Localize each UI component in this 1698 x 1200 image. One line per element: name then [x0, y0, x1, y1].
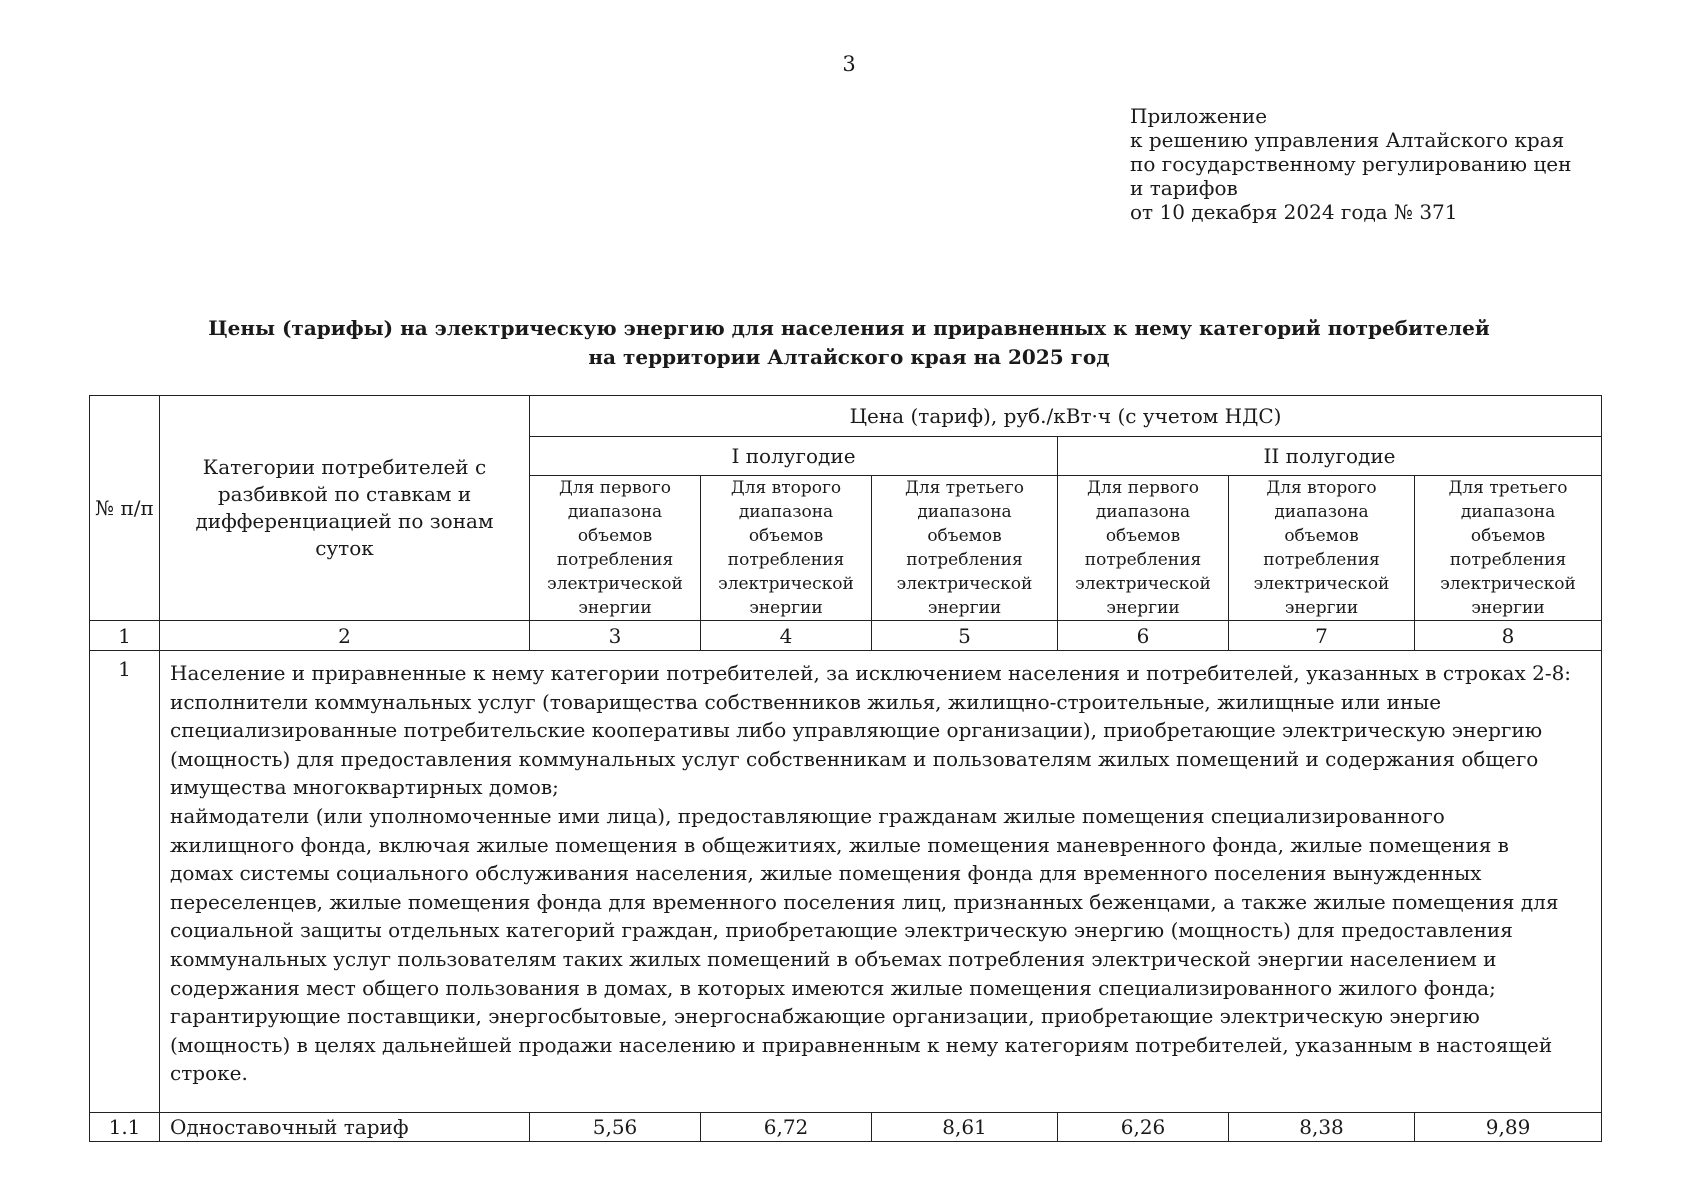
- tariff-value: 8,38: [1229, 1112, 1415, 1141]
- header-range-cell: Для второго диапазона объемов потребления электрической энергии: [701, 476, 872, 621]
- appendix-line: от 10 декабря 2024 года № 371: [1130, 200, 1458, 224]
- description-line: Население и приравненные к нему категории потребителей, за исключением населения и потребителей, указанных в строках 2-8:: [170, 661, 1572, 685]
- appendix-line: и тарифов: [1130, 176, 1238, 200]
- appendix-line: по государственному регулированию цен: [1130, 152, 1572, 176]
- description-line: переселенцев, жилые помещения фонда для временного поселения лиц, признанных беженцами, а также жилые помещения для: [170, 889, 1559, 914]
- document-title: [0, 314, 1698, 372]
- column-number: 2: [160, 621, 530, 651]
- description-line: жилищного фонда, включая жилые помещения в общежитиях, жилые помещения маневренного фонда, жилые помещения в: [170, 832, 1509, 857]
- description-line: специализированные потребительские кооперативы либо управляющие организации), приобретающие электрическую энергию: [170, 718, 1543, 743]
- header-half-1: I полугодие: [530, 437, 1058, 476]
- header-category: Категории потребителей с разбивкой по ставкам и дифференциацией по зонам суток: [160, 396, 530, 621]
- column-number: 8: [1415, 621, 1602, 651]
- row-label: Одноставочный тариф: [160, 1112, 530, 1141]
- tariff-table: [89, 395, 1602, 1142]
- row-description: [160, 651, 1602, 1113]
- description-line: содержания мест общего пользования в домах, в которых имеются жилые помещения специализированного жилого фонда;: [170, 975, 1496, 1000]
- description-line: (мощность) для предоставления коммунальных услуг собственникам и пользователям жилых помещений и содержания общего имущества многоквартирных домов;: [170, 746, 1539, 800]
- column-number-row: [90, 621, 1602, 651]
- description-line: социальной защиты отдельных категорий граждан, приобретающие электрическую энергию (мощность) для предоставления коммунальных услуг пользователям таких жилых помещений в объемах потребления электрической энергии населением и: [170, 918, 1513, 971]
- header-price: Цена (тариф), руб./кВт·ч (с учетом НДС): [530, 396, 1602, 437]
- column-number: 6: [1058, 621, 1229, 651]
- header-half-2: II полугодие: [1058, 437, 1602, 476]
- header-range-cell: Для третьего диапазона объемов потребления электрической энергии: [1415, 476, 1602, 621]
- column-number: 3: [530, 621, 701, 651]
- header-range-cell: Для третьего диапазона объемов потребления электрической энергии: [872, 476, 1058, 621]
- header-range-cell: Для второго диапазона объемов потребления электрической энергии: [1229, 476, 1415, 621]
- tariff-value: 8,61: [872, 1112, 1058, 1141]
- row-number: 1: [90, 651, 160, 1113]
- table-row: [90, 1112, 1602, 1141]
- page-number: 3: [842, 52, 856, 76]
- description-line: исполнители коммунальных услуг (товарищества собственников жилья, жилищно-строительные, жилищные или иные: [170, 689, 1442, 714]
- tariff-value: 5,56: [530, 1112, 701, 1141]
- description-line: гарантирующие поставщики, энергосбытовые, энергоснабжающие организации, приобретающие электрическую энергию: [170, 1004, 1480, 1029]
- tariff-value: 6,26: [1058, 1112, 1229, 1141]
- column-number: 7: [1229, 621, 1415, 651]
- appendix-line: Приложение: [1130, 104, 1268, 128]
- tariff-value: 6,72: [701, 1112, 872, 1141]
- title-line-2: на территории Алтайского края на 2025 год: [588, 345, 1110, 369]
- table-row: [90, 651, 1602, 1113]
- tariff-value: 9,89: [1415, 1112, 1602, 1141]
- column-number: 4: [701, 621, 872, 651]
- description-line: домах системы социального обслуживания населения, жилые помещения фонда для временного поселения вынужденных: [170, 861, 1482, 886]
- description-line: наймодатели (или уполномоченные ими лица), предоставляющие гражданам жилые помещения специализированного: [170, 803, 1445, 828]
- title-line-1: Цены (тарифы) на электрическую энергию для населения и приравненных к нему категорий потребителей: [208, 316, 1490, 340]
- description-line: (мощность) в целях дальнейшей продажи населению и приравненным к нему категориям потребителей, указанным в настоящей строке.: [170, 1032, 1553, 1086]
- row-number: 1.1: [90, 1112, 160, 1141]
- column-number: 5: [872, 621, 1058, 651]
- appendix-block: [1130, 104, 1571, 224]
- header-range-cell: Для первого диапазона объемов потребления электрической энергии: [530, 476, 701, 621]
- column-number: 1: [90, 621, 160, 651]
- header-row-price: [90, 396, 1602, 437]
- appendix-line: к решению управления Алтайского края: [1130, 128, 1565, 152]
- header-range-cell: Для первого диапазона объемов потребления электрической энергии: [1058, 476, 1229, 621]
- header-number: № п/п: [90, 396, 160, 621]
